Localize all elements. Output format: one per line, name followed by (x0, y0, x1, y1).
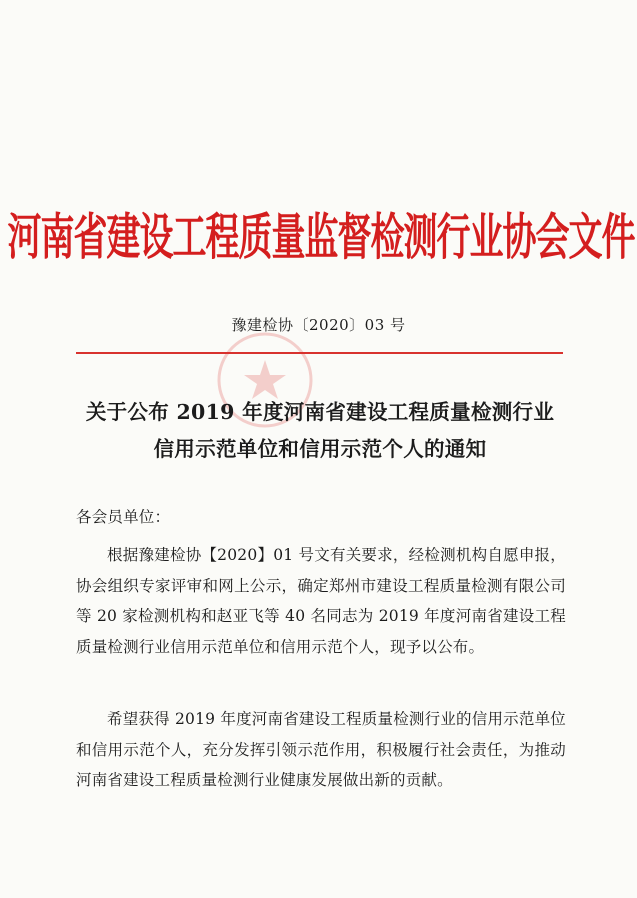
notice-title-line-1: 关于公布 2019 年度河南省建设工程质量检测行业 (85, 400, 555, 424)
org-header-title: 河南省建设工程质量监督检测行业协会文件 (7, 208, 635, 267)
red-separator-line (76, 352, 563, 354)
salutation: 各会员单位： (76, 508, 171, 526)
body-paragraph-1: 根据豫建检协【2020】01 号文有关要求，经检测机构自愿申报，协会组织专家评审和网上公示，确定郑州市建设工程质量检测有限公司等 20 家检测机构和赵亚飞等 40 名同志为 2019 年度河南省建设工程质量检测行业信用示范单位和信用示范个人，现予以公布。 (76, 546, 566, 656)
document-number: 豫建检协〔2020〕03 号 (231, 316, 406, 334)
body-paragraph-2: 希望获得 2019 年度河南省建设工程质量检测行业的信用示范单位和信用示范个人，充分发挥引领示范作用，积极履行社会责任，为推动河南省建设工程质量检测行业健康发展做出新的贡献。 (76, 710, 566, 789)
notice-title-line-2: 信用示范单位和信用示范个人的通知 (153, 437, 487, 461)
